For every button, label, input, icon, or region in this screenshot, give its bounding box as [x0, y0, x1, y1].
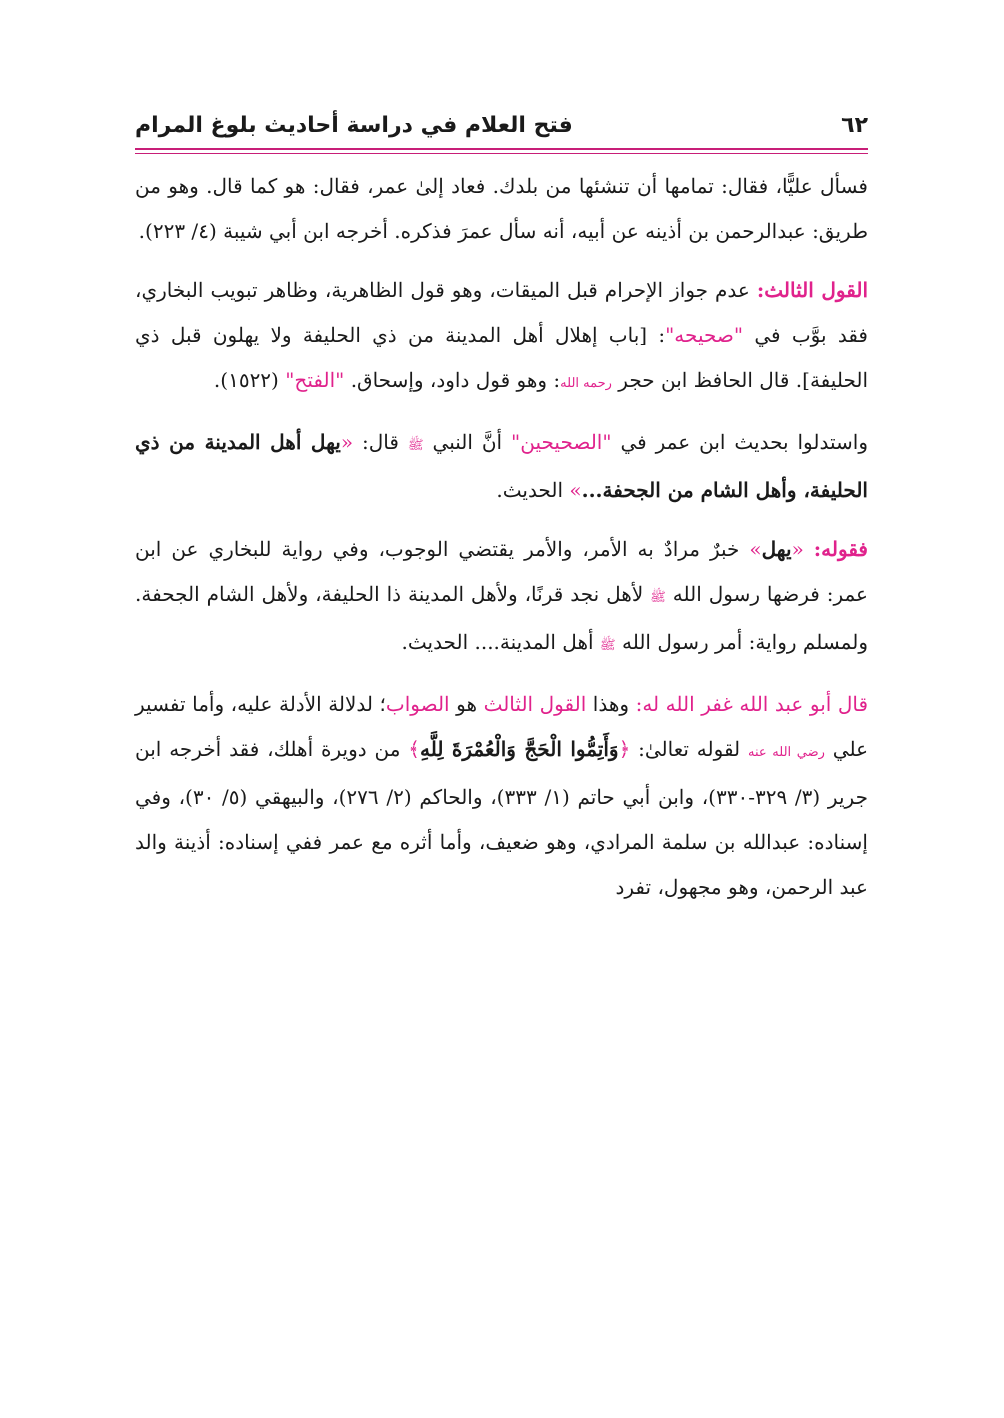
header-rule-thin: [135, 153, 868, 154]
quran-verse: وَأَتِمُّوا الْحَجَّ وَالْعُمْرَةَ لِلَّهِ: [420, 737, 619, 761]
honorific-salawat-1: ﷺ: [650, 590, 666, 605]
paragraph-1: [135, 164, 868, 254]
p5-text-c: ؛ لدلالة الأدلة عليه، وأما تفسير علي: [135, 692, 868, 761]
p2-text-d: (١٥٢٢).: [213, 368, 286, 392]
p5-text-e: من دويرة أهلك، فقد أخرجه ابن جرير (٣/ ٣٢٩-٣٣٠)، وابن أبي حاتم (١/ ٣٣٣)، والحاكم (٢/ ٢٧٦)، والبيهقي (٥/ ٣٠)، وفي إسناده: عبدالله بن سلمة المرادي، وهو ضعيف، وأما أثره مع عمر ففي إسناده: أذينة والد عبد الرحمن، وهو مجهول، تفرد: [135, 737, 868, 899]
honorific-salawat-2: ﷺ: [599, 638, 616, 653]
p5-text-d: لقوله تعالىٰ:: [630, 737, 749, 761]
honorific-radiallahu: رضي الله عنه: [748, 745, 825, 760]
sahihain-quote: "الصحيحين": [511, 430, 612, 454]
p4-text-c: أهل المدينة.... الحديث.: [401, 630, 600, 654]
hadith-text: يهل أهل المدينة من ذي الحليفة، وأهل الشام من الجحفة...: [135, 430, 868, 502]
hadith-quote-open: «: [340, 430, 354, 454]
third-opinion-label: القول الثالث:: [756, 278, 868, 302]
quote-open: «: [791, 537, 814, 561]
p4-text-b: لأهل نجد قرنًا، ولأهل المدينة ذا الحليفة، ولأهل الشام الجحفة. ولمسلم رواية: أمر رسول الله: [135, 582, 868, 654]
quote-close: »: [749, 537, 762, 561]
honorific-rahimahullah: رحمه الله: [560, 376, 612, 391]
p3-text-a: واستدلوا بحديث ابن عمر في: [611, 430, 868, 454]
correct-word: الصواب: [385, 692, 450, 716]
paragraph-3: [135, 420, 868, 513]
author-label: قال أبو عبد الله غفر الله له:: [635, 692, 869, 716]
honorific-salawat: ﷺ: [407, 438, 424, 453]
paragraph-2: [135, 268, 868, 406]
p2-text-a: عدم جواز الإحرام قبل الميقات، وهو قول الظاهرية، وظاهر تبويب البخاري، فقد بوَّب في: [135, 278, 868, 347]
paragraph-5: [135, 682, 868, 910]
header-rule-thick: [135, 148, 868, 150]
yuhil-word: يهل: [761, 537, 792, 561]
book-title: فتح العلام في دراسة أحاديث بلوغ المرام: [135, 113, 573, 138]
page-number: ٦٢: [841, 113, 868, 138]
verse-bracket-open: ﴿: [618, 737, 631, 761]
paragraph-4: [135, 527, 868, 668]
running-header: [135, 108, 868, 148]
p2-text-c: : وهو قول داود، وإسحاق.: [344, 368, 561, 392]
p3-text-d: الحديث.: [496, 478, 570, 502]
his-saying-label: فقوله:: [813, 537, 868, 561]
book-page: [135, 108, 868, 1308]
sahih-quote: "صحيحه": [665, 323, 744, 347]
p3-text-b: أنَّ النبي: [423, 430, 512, 454]
paragraph-1-text: فسأل عليًّا، فقال: تمامها أن تنشئها من بلدك. فعاد إلىٰ عمر، فقال: هو كما قال. وهو من طريق: عبدالرحمن بن أذينه عن أبيه، أنه سأل عمرَ فذكره. أخرجه ابن أبي شيبة (٤/ ٢٢٣).: [135, 174, 868, 243]
third-opinion-ref: القول الثالث: [483, 692, 587, 716]
fath-quote: "الفتح": [285, 368, 345, 392]
verse-bracket-close: ﴾: [408, 737, 421, 761]
hadith-quote-close: »: [569, 478, 582, 502]
p5-text-b: هو: [449, 692, 484, 716]
p2-text-b: : [باب إهلال أهل المدينة من ذي الحليفة ولا يهلون قبل ذي الحليفة]. قال الحافظ ابن حجر: [135, 323, 868, 392]
p3-text-c: قال:: [353, 430, 408, 454]
p5-text-a: وهذا: [586, 692, 636, 716]
p4-text-a: خبرٌ مرادٌ به الأمر، والأمر يقتضي الوجوب، وفي رواية للبخاري عن ابن عمر: فرضها رسول الله: [135, 537, 868, 606]
